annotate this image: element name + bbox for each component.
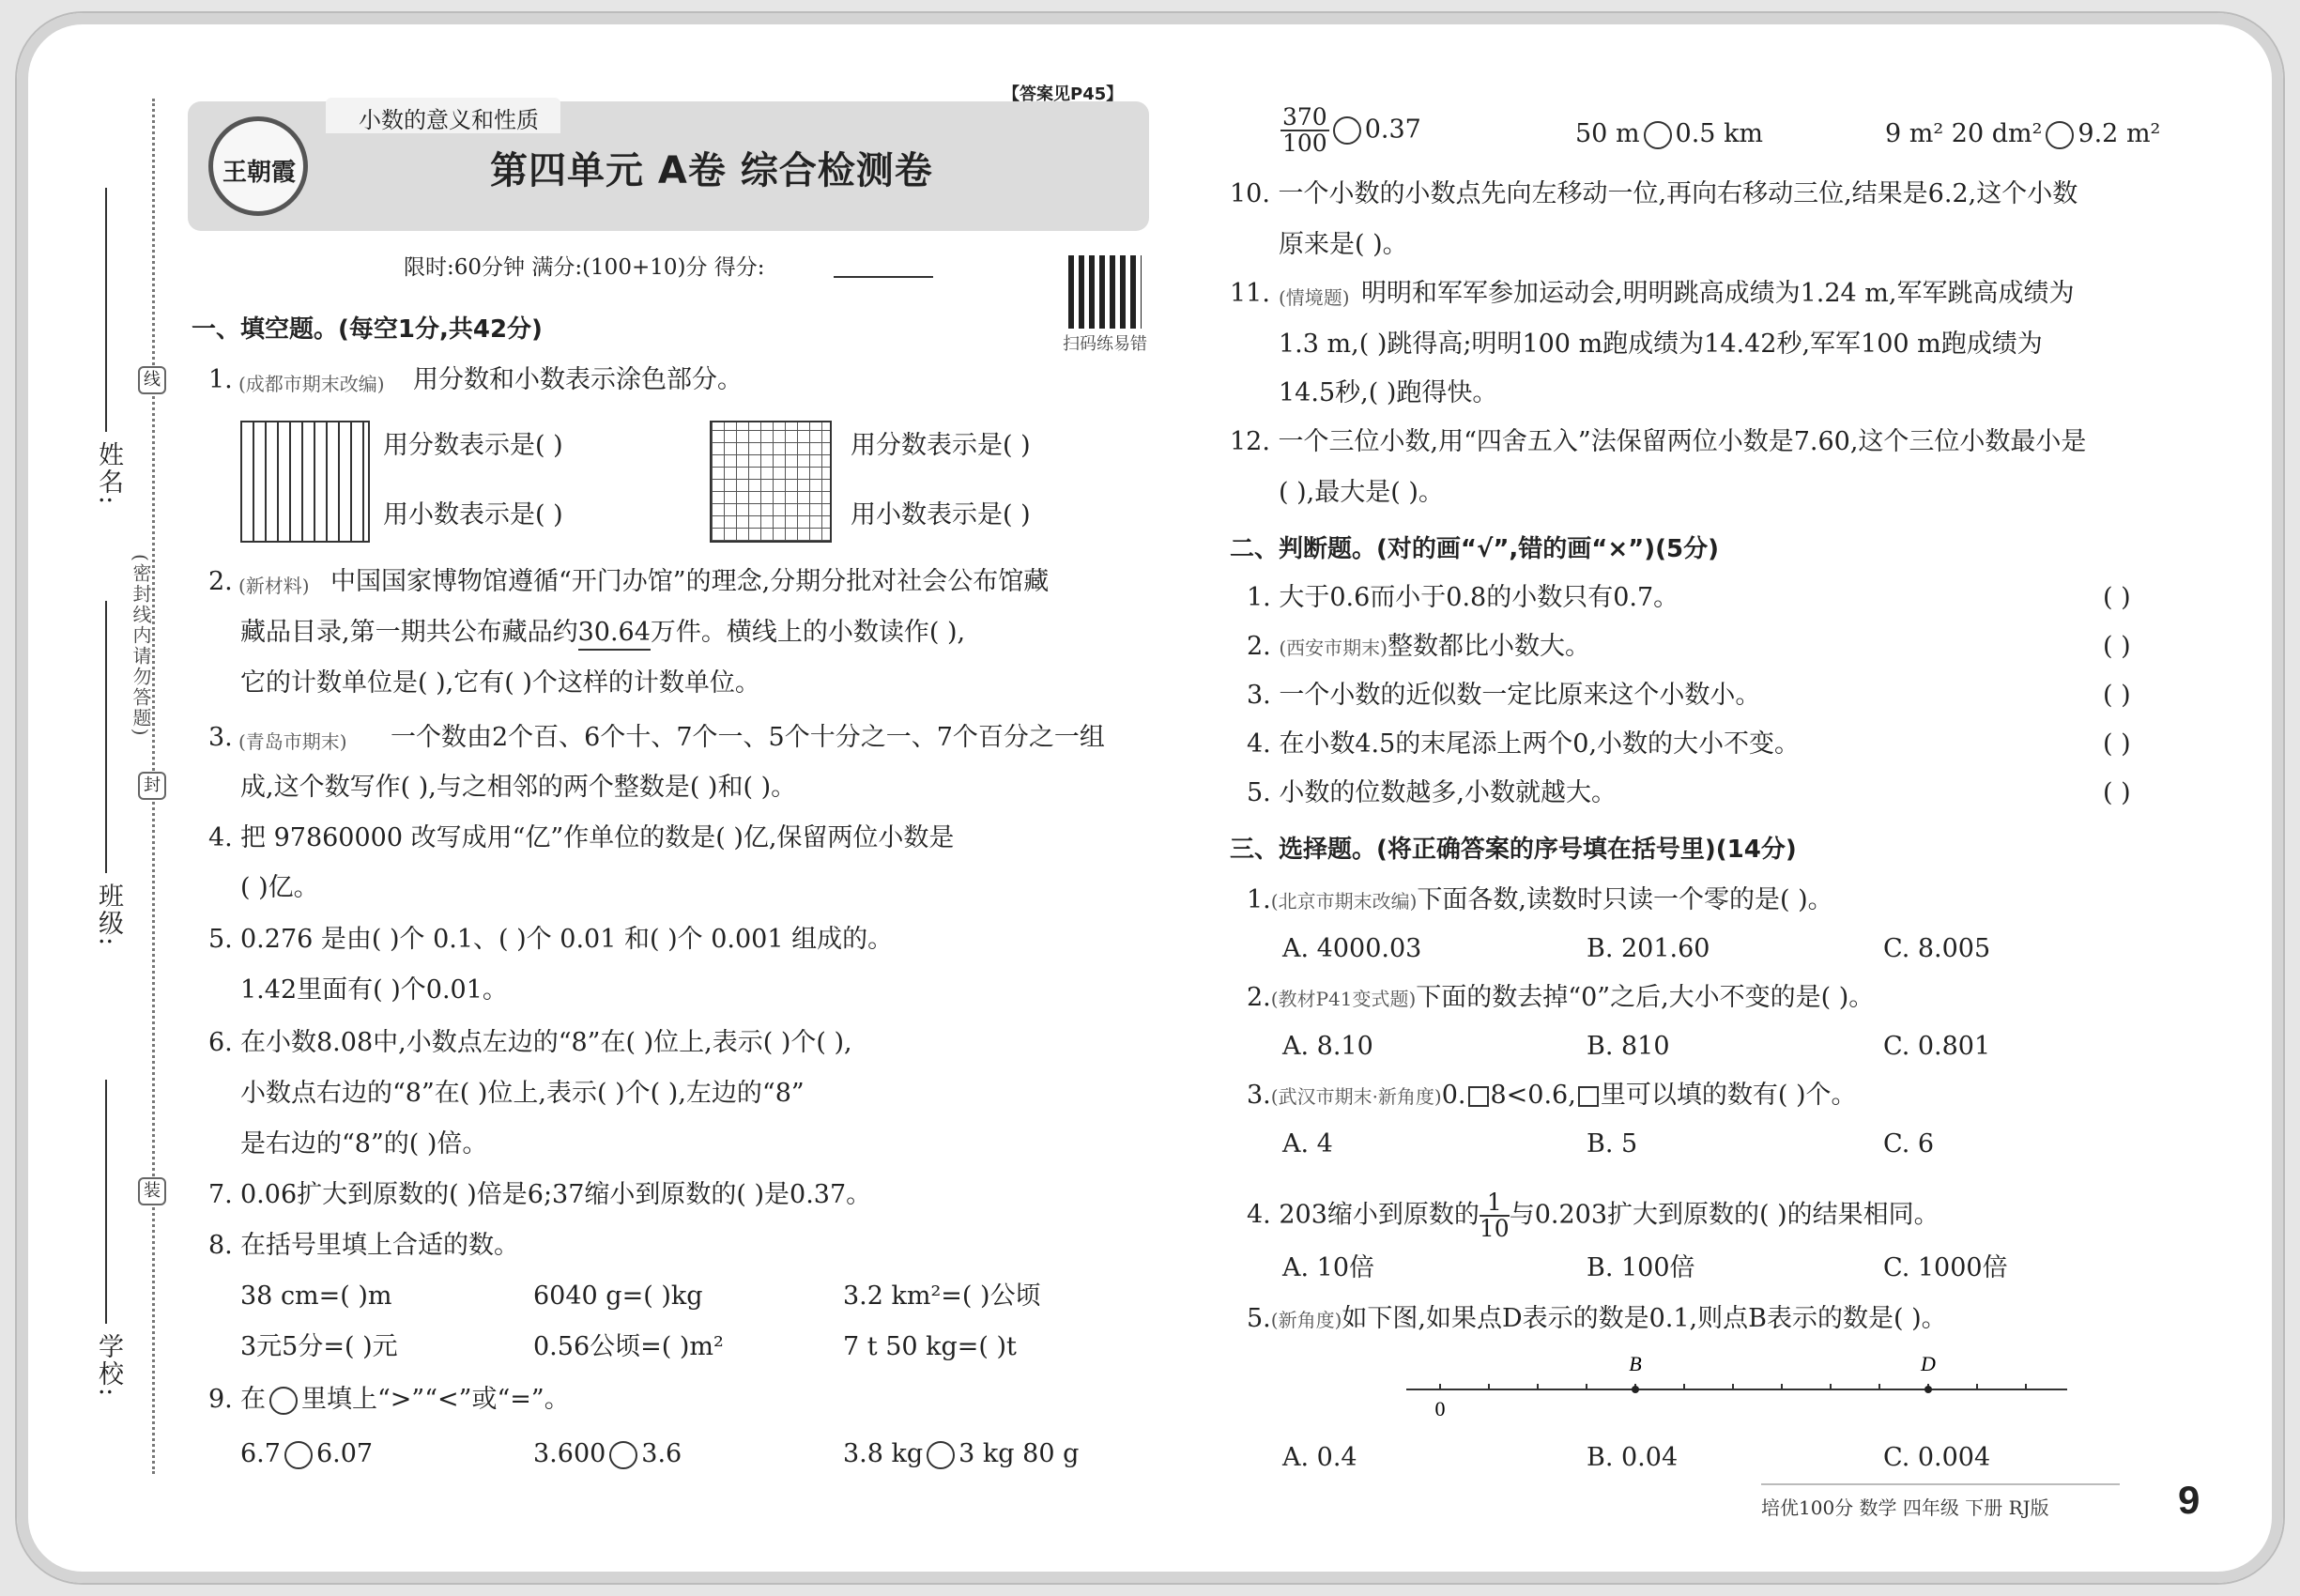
- q9-left-value: 6.7: [240, 1439, 281, 1468]
- compare-circle-icon: [284, 1441, 313, 1469]
- fraction-numerator: 1: [1480, 1190, 1510, 1217]
- point-b: [1632, 1386, 1639, 1393]
- exam-info: 限时:60分钟 满分:(100+10)分 得分:: [404, 255, 765, 280]
- c5-text: 如下图,如果点D表示的数是0.1,则点B表示的数是( )。: [1342, 1304, 1947, 1333]
- judge-paren: ( ): [2103, 632, 2131, 661]
- c2-text: 下面的数去掉“0”之后,大小不变的是( )。: [1416, 983, 1875, 1012]
- point-d: [1924, 1386, 1932, 1393]
- q11-line-2: 1.3 m,( )跳得高;明明100 m跑成绩为14.42秒,军军100 m跑成绩为: [1279, 330, 2043, 359]
- footer-text: 培优100分 数学 四年级 下册 RJ版: [1761, 1496, 2049, 1519]
- grid-figure: [710, 421, 832, 543]
- q8-item: 0.56公顷=( )m²: [533, 1332, 724, 1361]
- judge-row: [1247, 680, 1760, 712]
- r0-left-value: 50 m: [1575, 119, 1640, 148]
- q3-line-2: 成,这个数写作( ),与之相邻的两个整数是( )和( )。: [240, 773, 797, 802]
- judge-text: 小数的位数越多,小数就越大。: [1279, 778, 1617, 807]
- r0-item: [1280, 105, 1421, 156]
- digit-box-icon: [1468, 1086, 1489, 1107]
- q4-line-2: ( )亿。: [240, 873, 319, 902]
- c3-number: 3.: [1247, 1081, 1271, 1110]
- judge-paren: ( ): [2103, 681, 2131, 710]
- striped-figure: [240, 421, 370, 543]
- q11-tag: (情境题): [1279, 286, 1350, 309]
- fraction: [1480, 1190, 1510, 1241]
- page-number: 9: [2178, 1478, 2200, 1522]
- q8-item: 6040 g=( )kg: [533, 1281, 703, 1311]
- zero-label: 0: [1434, 1397, 1446, 1418]
- school-underline: [105, 1080, 107, 1324]
- q1-tag: (成都市期末改编): [238, 373, 385, 395]
- q8-item: 3.2 km²=( )公顷: [843, 1281, 1041, 1311]
- c4-option: C. 1000倍: [1883, 1253, 2008, 1282]
- q12-line-1: 12. 一个三位小数,用“四舍五入”法保留两位小数是7.60,这个三位小数最小是: [1230, 427, 2087, 456]
- line-mark: 线: [138, 366, 166, 394]
- compare-circle-icon: [927, 1441, 955, 1469]
- q1-number: 1.: [208, 365, 233, 394]
- q4-number: 4.: [208, 823, 233, 852]
- c4-option: B. 100倍: [1587, 1253, 1695, 1282]
- section-2-title: 二、判断题。(对的画“√”,错的画“×”)(5分): [1230, 535, 1719, 563]
- c1-row: [1247, 884, 1833, 917]
- c3-row: [1247, 1080, 1856, 1113]
- judge-number: 2.: [1247, 632, 1271, 661]
- judge-row: [1247, 631, 1590, 664]
- q4-line-1: 把 97860000 改写成用“亿”作单位的数是( )亿,保留两位小数是: [240, 823, 955, 852]
- q8-item: 7 t 50 kg=( )t: [843, 1332, 1017, 1361]
- q5-line-1: 0.276 是由( )个 0.1、( )个 0.01 和( )个 0.001 组成的。: [240, 925, 894, 954]
- judge-paren: ( ): [2103, 729, 2131, 759]
- page-title: 第四单元 A卷 综合检测卷: [490, 149, 933, 192]
- seal-note: (密封线内请勿答题): [130, 554, 152, 738]
- section-3-title: 三、选择题。(将正确答案的序号填在括号里)(14分): [1230, 836, 1797, 864]
- q1-decimal-blank-a: 用小数表示是( ): [383, 500, 563, 529]
- c4-row: [1247, 1190, 1940, 1241]
- school-label: 学校:: [94, 1333, 123, 1399]
- publisher-logo: [208, 116, 308, 216]
- q1-fraction-blank-a: 用分数表示是( ): [383, 431, 563, 460]
- q2-line-2a: 藏品目录,第一期共公布藏品约: [240, 618, 578, 647]
- q9-right-value: 3 kg 80 g: [958, 1439, 1080, 1468]
- qr-code[interactable]: [1068, 255, 1142, 329]
- c1-option: A. 4000.03: [1282, 934, 1422, 963]
- c4-number: 4.: [1247, 1200, 1271, 1230]
- compare-circle-icon: [269, 1387, 298, 1415]
- q9-line-1: [240, 1384, 570, 1416]
- judge-number: 5.: [1247, 778, 1271, 807]
- q2-number: 2.: [208, 567, 233, 596]
- number-line: [1399, 1352, 2075, 1418]
- answer-ref: 【答案见P45】: [1003, 84, 1124, 104]
- c3-option: A. 4: [1282, 1129, 1333, 1159]
- r0-right-value: 9.2 m²: [2078, 119, 2161, 148]
- q8-number: 8.: [208, 1231, 233, 1260]
- r0-item: [1575, 118, 1763, 150]
- q3-line-1: 一个数由2个百、6个十、7个一、5个十分之一、7个百分之一组: [391, 723, 1105, 752]
- c5-number: 5.: [1247, 1304, 1271, 1333]
- judge-paren: ( ): [2103, 583, 2131, 612]
- compare-circle-icon: [609, 1441, 637, 1469]
- judge-text: 大于0.6而小于0.8的小数只有0.7。: [1279, 583, 1679, 612]
- c2-row: [1247, 982, 1874, 1015]
- r0-left-value: 9 m² 20 dm²: [1885, 119, 2043, 148]
- digit-box-icon: [1578, 1086, 1599, 1107]
- judge-tag: (西安市期末): [1279, 637, 1388, 659]
- c2-option: B. 810: [1587, 1032, 1670, 1061]
- q9-item: [533, 1438, 682, 1470]
- c5-tag: (新角度): [1270, 1309, 1342, 1331]
- fraction: [1280, 105, 1329, 156]
- r0-right-value: 0.37: [1364, 115, 1421, 145]
- q3-number: 3.: [208, 723, 233, 752]
- q11-number: 11.: [1230, 279, 1270, 308]
- q8-item: 3元5分=( )元: [240, 1332, 398, 1361]
- q2-line-2: [240, 617, 965, 651]
- q9-text-a: 在: [240, 1385, 266, 1414]
- c3-option: B. 5: [1587, 1129, 1638, 1159]
- q7-line-1: 0.06扩大到原数的( )倍是6;37缩小到原数的( )是0.37。: [240, 1180, 872, 1209]
- c3-text-b: 8<0.6,: [1490, 1081, 1576, 1110]
- r0-right-value: 0.5 km: [1675, 119, 1764, 148]
- judge-row: [1247, 582, 1679, 614]
- c5-option: A. 0.4: [1282, 1443, 1357, 1472]
- q9-number: 9.: [208, 1385, 233, 1414]
- class-underline: [105, 601, 107, 873]
- q9-right-value: 6.07: [315, 1439, 374, 1468]
- judge-text: 在小数4.5的末尾添上两个0,小数的大小不变。: [1279, 729, 1801, 759]
- class-label: 班级:: [94, 882, 123, 948]
- c1-option: B. 201.60: [1587, 934, 1710, 963]
- q8-item: 38 cm=( )m: [240, 1281, 392, 1311]
- q6-line-2: 小数点右边的“8”在( )位上,表示( )个( ),左边的“8”: [240, 1079, 805, 1108]
- c3-tag: (武汉市期末·新角度): [1270, 1085, 1442, 1108]
- c3-option: C. 6: [1883, 1129, 1935, 1159]
- q9-text-b: 里填上“>”“<”或“=”。: [301, 1385, 570, 1414]
- compare-circle-icon: [2046, 121, 2074, 149]
- score-blank: [834, 276, 933, 278]
- judge-number: 3.: [1247, 681, 1271, 710]
- c4-text-a: 203缩小到原数的: [1279, 1200, 1480, 1230]
- q5-number: 5.: [208, 925, 233, 954]
- c4-text-b: 与0.203扩大到原数的( )的结果相同。: [1509, 1200, 1940, 1230]
- fraction-numerator: 370: [1282, 103, 1327, 130]
- q9-left-value: 3.8 kg: [843, 1439, 924, 1468]
- judge-number: 1.: [1247, 583, 1271, 612]
- logo-text: 王朝霞: [222, 159, 297, 187]
- q9-left-value: 3.600: [533, 1439, 606, 1468]
- point-b-label: B: [1629, 1352, 1642, 1375]
- section-1-title: 一、填空题。(每空1分,共42分): [192, 315, 543, 344]
- fraction-denominator: 10: [1479, 1215, 1510, 1242]
- name-underline: [105, 188, 107, 432]
- q1-decimal-blank-b: 用小数表示是( ): [851, 500, 1031, 529]
- q5-line-2: 1.42里面有( )个0.01。: [240, 975, 508, 1005]
- judge-paren: ( ): [2103, 778, 2131, 807]
- q11-line-3: 14.5秒,( )跑得快。: [1279, 378, 1498, 407]
- c5-option: B. 0.04: [1587, 1443, 1679, 1472]
- c3-text-a: 0.: [1441, 1081, 1466, 1110]
- q8-line-1: 在括号里填上合适的数。: [240, 1231, 519, 1260]
- q2-line-3: 它的计数单位是( ),它有( )个这样的计数单位。: [240, 668, 760, 698]
- r0-item: [1885, 118, 2160, 150]
- name-label: 姓名:: [94, 441, 123, 507]
- q12-line-2: ( ),最大是( )。: [1279, 478, 1444, 507]
- c1-option: C. 8.005: [1883, 934, 1991, 963]
- q3-tag: (青岛市期末): [238, 730, 347, 753]
- c2-number: 2.: [1247, 983, 1271, 1012]
- c5-row: [1247, 1303, 1947, 1336]
- c2-option: A. 8.10: [1282, 1032, 1373, 1061]
- q2-tag: (新材料): [238, 575, 310, 597]
- footer-rule: [1761, 1483, 2120, 1485]
- compare-circle-icon: [1333, 116, 1361, 145]
- q6-number: 6.: [208, 1028, 233, 1057]
- c1-tag: (北京市期末改编): [1270, 890, 1418, 913]
- q6-line-3: 是右边的“8”的( )倍。: [240, 1129, 488, 1159]
- c5-option: C. 0.004: [1883, 1443, 1991, 1472]
- q1-fraction-blank-b: 用分数表示是( ): [851, 431, 1031, 460]
- compare-circle-icon: [1644, 121, 1672, 149]
- c3-text-c: 里可以填的数有( )个。: [1600, 1081, 1857, 1110]
- judge-row: [1247, 729, 1800, 760]
- judge-row: [1247, 777, 1617, 809]
- judge-text: 一个小数的近似数一定比原来这个小数小。: [1279, 681, 1761, 710]
- judge-number: 4.: [1247, 729, 1271, 759]
- q11-line-1: 明明和军军参加运动会,明明跳高成绩为1.24 m,军军跳高成绩为: [1361, 279, 2075, 308]
- q10-line-2: 原来是( )。: [1279, 230, 1408, 259]
- topic-label: 小数的意义和性质: [359, 107, 539, 133]
- judge-text: 整数都比小数大。: [1387, 632, 1590, 661]
- q9-item: [843, 1438, 1079, 1470]
- q10-line-1: 10. 一个小数的小数点先向左移动一位,再向右移动三位,结果是6.2,这个小数: [1230, 179, 2078, 208]
- fraction-denominator: 100: [1282, 130, 1327, 157]
- qr-caption: 扫码练易错: [1063, 334, 1147, 354]
- q2-line-1: 中国国家博物馆遵循“开门办馆”的理念,分期分批对社会公布馆藏: [330, 567, 1050, 596]
- q2-line-2b: 万件。横线上的小数读作( ),: [650, 618, 966, 647]
- q1-text: 用分数和小数表示涂色部分。: [413, 365, 743, 394]
- point-d-label: D: [1921, 1352, 1936, 1375]
- q9-item: [240, 1438, 373, 1470]
- c2-option: C. 0.801: [1883, 1032, 1991, 1061]
- q6-line-1: 在小数8.08中,小数点左边的“8”在( )位上,表示( )个( ),: [240, 1028, 852, 1057]
- q2-underlined-number: 30.64: [578, 617, 651, 651]
- c1-number: 1.: [1247, 885, 1271, 914]
- c4-option: A. 10倍: [1282, 1253, 1375, 1282]
- q9-right-value: 3.6: [641, 1439, 682, 1468]
- q7-number: 7.: [208, 1180, 233, 1209]
- c2-tag: (教材P41变式题): [1270, 988, 1417, 1010]
- seal-mark: 封: [138, 772, 166, 800]
- c1-text: 下面各数,读数时只读一个零的是( )。: [1417, 885, 1833, 914]
- bind-mark: 装: [138, 1177, 166, 1205]
